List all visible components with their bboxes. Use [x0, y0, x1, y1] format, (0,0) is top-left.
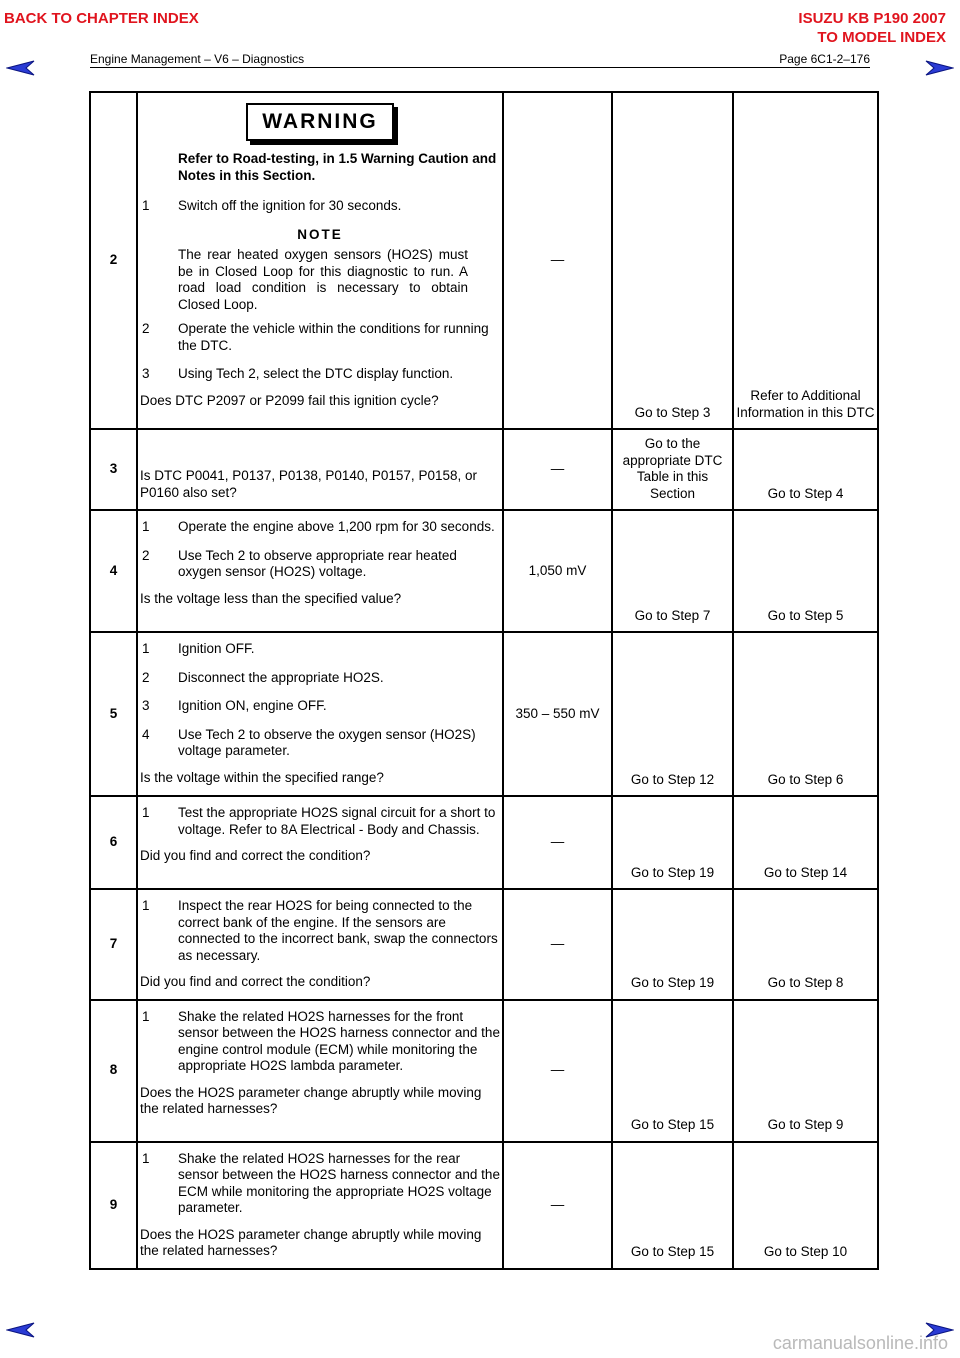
list-item: 3 Using Tech 2, select the DTC display function.: [142, 366, 454, 381]
step-number: 2: [90, 92, 137, 429]
yes-action-cell: Go to Step 19: [612, 889, 733, 1000]
table-row-step-4: [90, 510, 878, 632]
model-title-link[interactable]: ISUZU KB P190 2007: [798, 10, 946, 27]
action-cell: [137, 1142, 503, 1269]
action-cell: [137, 889, 503, 1000]
step-number: 9: [90, 1142, 137, 1269]
list-item: 3 Ignition ON, engine OFF.: [142, 698, 327, 713]
note-title: NOTE: [297, 226, 343, 242]
value-cell: —: [503, 1142, 612, 1269]
value-cell: —: [503, 429, 612, 510]
table-row-step-7: [90, 889, 878, 1000]
previous-page-arrow-icon[interactable]: [6, 60, 36, 76]
list-item: 4 Use Tech 2 to observe the oxygen sensor (HO2S) voltage parameter.: [142, 726, 476, 758]
yes-action-cell: Go to Step 19: [612, 796, 733, 889]
value-cell: —: [503, 796, 612, 889]
action-cell: [137, 429, 503, 510]
table-row-step-5: [90, 632, 878, 796]
action-cell: [137, 796, 503, 889]
header-rule: [90, 67, 870, 68]
list-item: 1 Ignition OFF.: [142, 641, 255, 656]
action-cell: [137, 632, 503, 796]
value-cell: —: [503, 1000, 612, 1142]
yes-action-cell: Go to Step 12: [612, 632, 733, 796]
previous-page-arrow-bottom-icon[interactable]: [6, 1322, 36, 1338]
question-text: Does the HO2S parameter change abruptly while moving the related harnesses?: [140, 1226, 482, 1258]
question-text: Does the HO2S parameter change abruptly while moving the related harnesses?: [140, 1084, 482, 1116]
action-cell: [137, 510, 503, 632]
step-number: 8: [90, 1000, 137, 1142]
step-number: 5: [90, 632, 137, 796]
list-item: 1 Test the appropriate HO2S signal circuit for a short to voltage. Refer to 8A Electrical - Body and Chassis.: [142, 805, 496, 837]
header-section-title: Engine Management – V6 – Diagnostics: [90, 52, 305, 66]
no-action-cell: Go to Step 14: [733, 796, 878, 889]
list-item: 1 Inspect the rear HO2S for being connected to the correct bank of the engine. If the sensors are connected to the incorrect bank, swap the connectors as necessary.: [142, 898, 498, 963]
question-text: Does DTC P2097 or P2099 fail this ignition cycle?: [140, 392, 439, 408]
yes-action-cell: Go to Step 3: [612, 92, 733, 429]
value-cell: —: [503, 889, 612, 1000]
value-cell: 350 – 550 mV: [503, 632, 612, 796]
question-text: Is the voltage within the specified range?: [140, 769, 384, 785]
yes-action-cell: Go to Step 15: [612, 1142, 733, 1269]
no-action-cell: Go to Step 9: [733, 1000, 878, 1142]
step-number: 7: [90, 889, 137, 1000]
table-row-step-2: [90, 92, 878, 429]
warning-text: Refer to Road-testing, in 1.5 Warning Caution and Notes in this Section.: [178, 151, 497, 183]
no-action-cell: Go to Step 5: [733, 510, 878, 632]
step-number: 6: [90, 796, 137, 889]
value-cell: 1,050 mV: [503, 510, 612, 632]
note-text: The rear heated oxygen sensors (HO2S) must be in Closed Loop for this diagnostic to run. A road load condition is necessary to obtain Closed Loop.: [178, 247, 468, 312]
table-row-step-9: [90, 1142, 878, 1269]
diagnostic-table: [89, 91, 879, 1270]
list-item: 2 Operate the vehicle within the conditions for running the DTC.: [142, 321, 489, 353]
action-cell: [137, 92, 503, 429]
warning-badge: WARNING: [246, 103, 394, 141]
yes-action-cell: Go to Step 7: [612, 510, 733, 632]
to-model-index-link[interactable]: TO MODEL INDEX: [817, 29, 946, 46]
value-cell: —: [503, 92, 612, 429]
no-action-cell: Go to Step 8: [733, 889, 878, 1000]
list-item: 1 Switch off the ignition for 30 seconds.: [142, 198, 402, 213]
table-row-step-3: [90, 429, 878, 510]
table-row-step-6: [90, 796, 878, 889]
no-action-cell: Refer to Additional Information in this DTC: [733, 92, 878, 429]
list-item: 1 Shake the related HO2S harnesses for the front sensor between the HO2S harness connector and the engine control module (ECM) while monitoring the appropriate HO2S lambda parameter.: [142, 1008, 500, 1073]
step-number: 3: [90, 429, 137, 510]
question-text: Did you find and correct the condition?: [140, 974, 371, 989]
back-to-chapter-index-link[interactable]: BACK TO CHAPTER INDEX: [4, 10, 199, 27]
step-number: 4: [90, 510, 137, 632]
no-action-cell: Go to Step 10: [733, 1142, 878, 1269]
no-action-cell: Go to Step 6: [733, 632, 878, 796]
no-action-cell: Go to Step 4: [733, 429, 878, 510]
watermark-text: carmanualsonline.info: [772, 1333, 948, 1353]
question-text: Is DTC P0041, P0137, P0138, P0140, P0157, P0158, or P0160 also set?: [140, 468, 477, 500]
question-text: Is the voltage less than the specified value?: [140, 590, 402, 606]
list-item: 1 Operate the engine above 1,200 rpm for 30 seconds.: [142, 519, 495, 534]
list-item: 2 Disconnect the appropriate HO2S.: [142, 669, 384, 685]
list-item: 2 Use Tech 2 to observe appropriate rear heated oxygen sensor (HO2S) voltage.: [142, 547, 457, 579]
header-page-number: Page 6C1-2–176: [779, 52, 870, 66]
yes-action-cell: Go to Step 15: [612, 1000, 733, 1142]
next-page-arrow-icon[interactable]: [924, 60, 954, 76]
list-item: 1 Shake the related HO2S harnesses for the rear sensor between the HO2S harness connector and the ECM while monitoring the appropriate HO2S voltage parameter.: [142, 1150, 500, 1215]
yes-action-cell: Go to the appropriate DTC Table in this Section: [612, 429, 733, 510]
table-row-step-8: [90, 1000, 878, 1142]
question-text: Did you find and correct the condition?: [140, 848, 371, 863]
action-cell: [137, 1000, 503, 1142]
